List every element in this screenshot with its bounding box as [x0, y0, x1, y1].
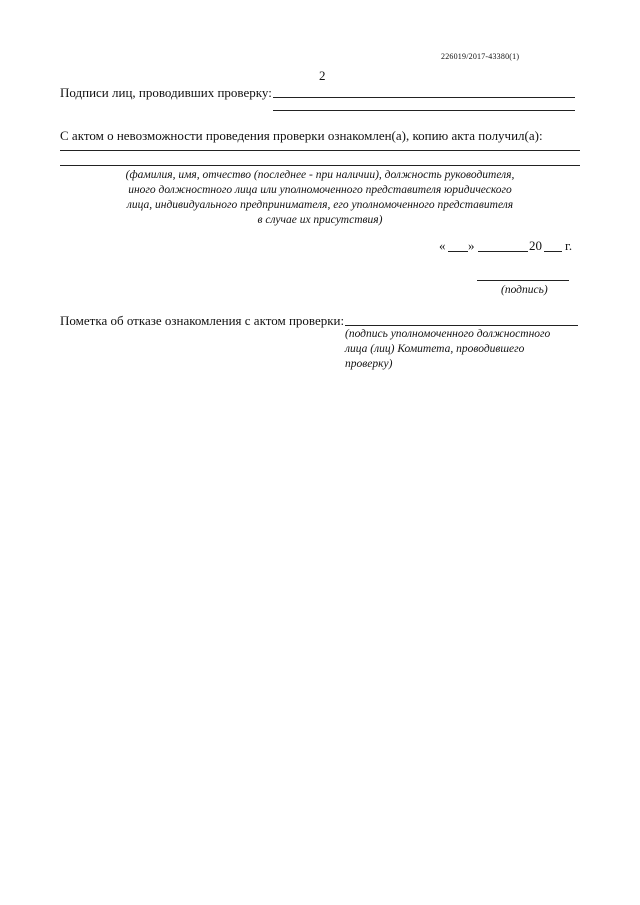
- page-number: 2: [319, 68, 326, 83]
- signatures-label: Подписи лиц, проводивших проверку:: [60, 85, 272, 100]
- signature-line-1: [273, 97, 575, 98]
- year-suffix: г.: [565, 238, 573, 253]
- month-blank: [478, 251, 528, 252]
- name-line-1: [60, 150, 580, 151]
- document-number: 226019/2017-43380(1): [441, 52, 520, 61]
- refusal-caption-line-1: (подпись уполномоченного должностного: [345, 328, 551, 340]
- signature-blank: [477, 280, 569, 281]
- refusal-label: Пометка об отказе ознакомления с актом проверки:: [60, 313, 345, 328]
- caption-line-1: (фамилия, имя, отчество (последнее - при наличии), должность руководителя,: [125, 169, 515, 181]
- refusal-caption-line-2: лица (лиц) Комитета, проводившего: [345, 343, 525, 355]
- caption-line-4: в случае их присутствия): [257, 214, 383, 226]
- refusal-caption-line-3: проверку): [345, 358, 393, 370]
- date-close-quote: »: [468, 238, 475, 253]
- year-prefix: 20: [529, 238, 542, 253]
- acquaintance-statement: С актом о невозможности проведения проверки ознакомлен(а), копию акта получил(а):: [60, 128, 543, 143]
- day-blank: [448, 251, 468, 252]
- caption-line-3: лица, индивидуального предпринимателя, его уполномоченного представителя: [126, 199, 514, 211]
- date-open-quote: «: [439, 238, 446, 253]
- caption-line-2: иного должностного лица или уполномоченного представителя юридического: [128, 184, 512, 196]
- year-blank: [544, 251, 562, 252]
- name-line-2: [60, 165, 580, 166]
- refusal-line: [345, 325, 578, 326]
- signature-caption: (подпись): [501, 284, 548, 296]
- signature-line-2: [273, 110, 575, 111]
